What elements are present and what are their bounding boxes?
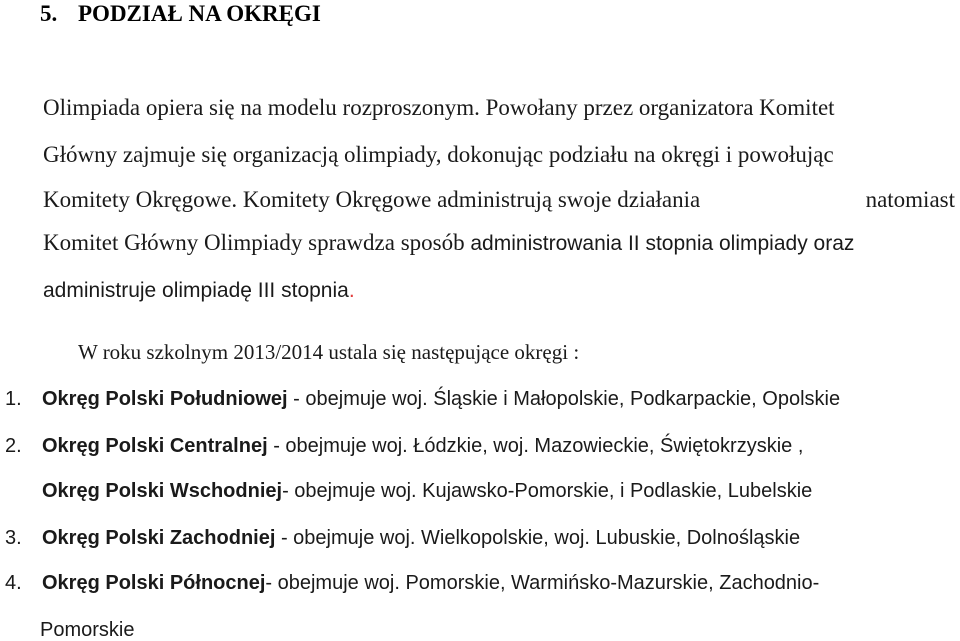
paragraph-line-left: Komitety Okręgowe. Komitety Okręgowe administrują swoje działania xyxy=(43,187,701,212)
paragraph-line-right: natomiast xyxy=(865,187,955,212)
section-title: PODZIAŁ NA OKRĘGI xyxy=(78,1,321,26)
paragraph-serif-text: Komitet Główny Olimpiady sprawdza sposób xyxy=(43,230,471,255)
paragraph-end-dot: . xyxy=(348,279,355,302)
districts-intro: W roku szkolnym 2013/2014 ustala się następujące okręgi : xyxy=(78,340,580,364)
list-item xyxy=(5,573,819,593)
district-regions: - obejmuje woj. Kujawsko-Pomorskie, i Podlaskie, Lubelskie xyxy=(282,480,813,502)
section-number: 5. xyxy=(40,1,58,26)
list-item-continuation: Pomorskie xyxy=(40,619,135,641)
section-heading xyxy=(40,2,321,25)
district-name: Okręg Polski Centralnej xyxy=(42,435,268,457)
district-regions: - obejmuje woj. Wielkopolskie, woj. Lubuskie, Dolnośląskie xyxy=(275,527,801,549)
list-item xyxy=(5,389,840,409)
list-item-number: 1. xyxy=(5,388,22,410)
paragraph-line xyxy=(43,188,955,211)
district-name: Okręg Polski Zachodniej xyxy=(42,527,276,549)
district-name: Okręg Polski Wschodniej xyxy=(42,480,283,502)
paragraph-line xyxy=(43,231,854,254)
list-item xyxy=(5,436,803,456)
district-regions: - obejmuje woj. Śląskie i Małopolskie, Podkarpackie, Opolskie xyxy=(287,388,841,410)
district-regions: - obejmuje woj. Łódzkie, woj. Mazowieckie, Świętokrzyskie , xyxy=(267,435,804,457)
paragraph-line: Olimpiada opiera się na modelu rozproszonym. Powołany przez organizatora Komitet xyxy=(43,95,835,120)
district-regions: - obejmuje woj. Pomorskie, Warmińsko-Mazurskie, Zachodnio- xyxy=(265,572,820,594)
paragraph-sans-text: administrowania II stopnia olimpiady oraz xyxy=(470,232,855,255)
paragraph-line: Główny zajmuje się organizacją olimpiady, dokonując podziału na okręgi i powołując xyxy=(43,142,834,167)
list-item-number: 4. xyxy=(5,572,22,594)
district-name: Okręg Polski Północnej xyxy=(42,572,266,594)
paragraph-line xyxy=(43,280,355,301)
list-item-number: 3. xyxy=(5,527,22,549)
list-item xyxy=(42,481,812,501)
district-name: Okręg Polski Południowej xyxy=(42,388,288,410)
list-item-number: 2. xyxy=(5,435,22,457)
paragraph-sans-text: administruje olimpiadę III stopnia xyxy=(43,279,349,302)
list-item xyxy=(5,528,800,548)
